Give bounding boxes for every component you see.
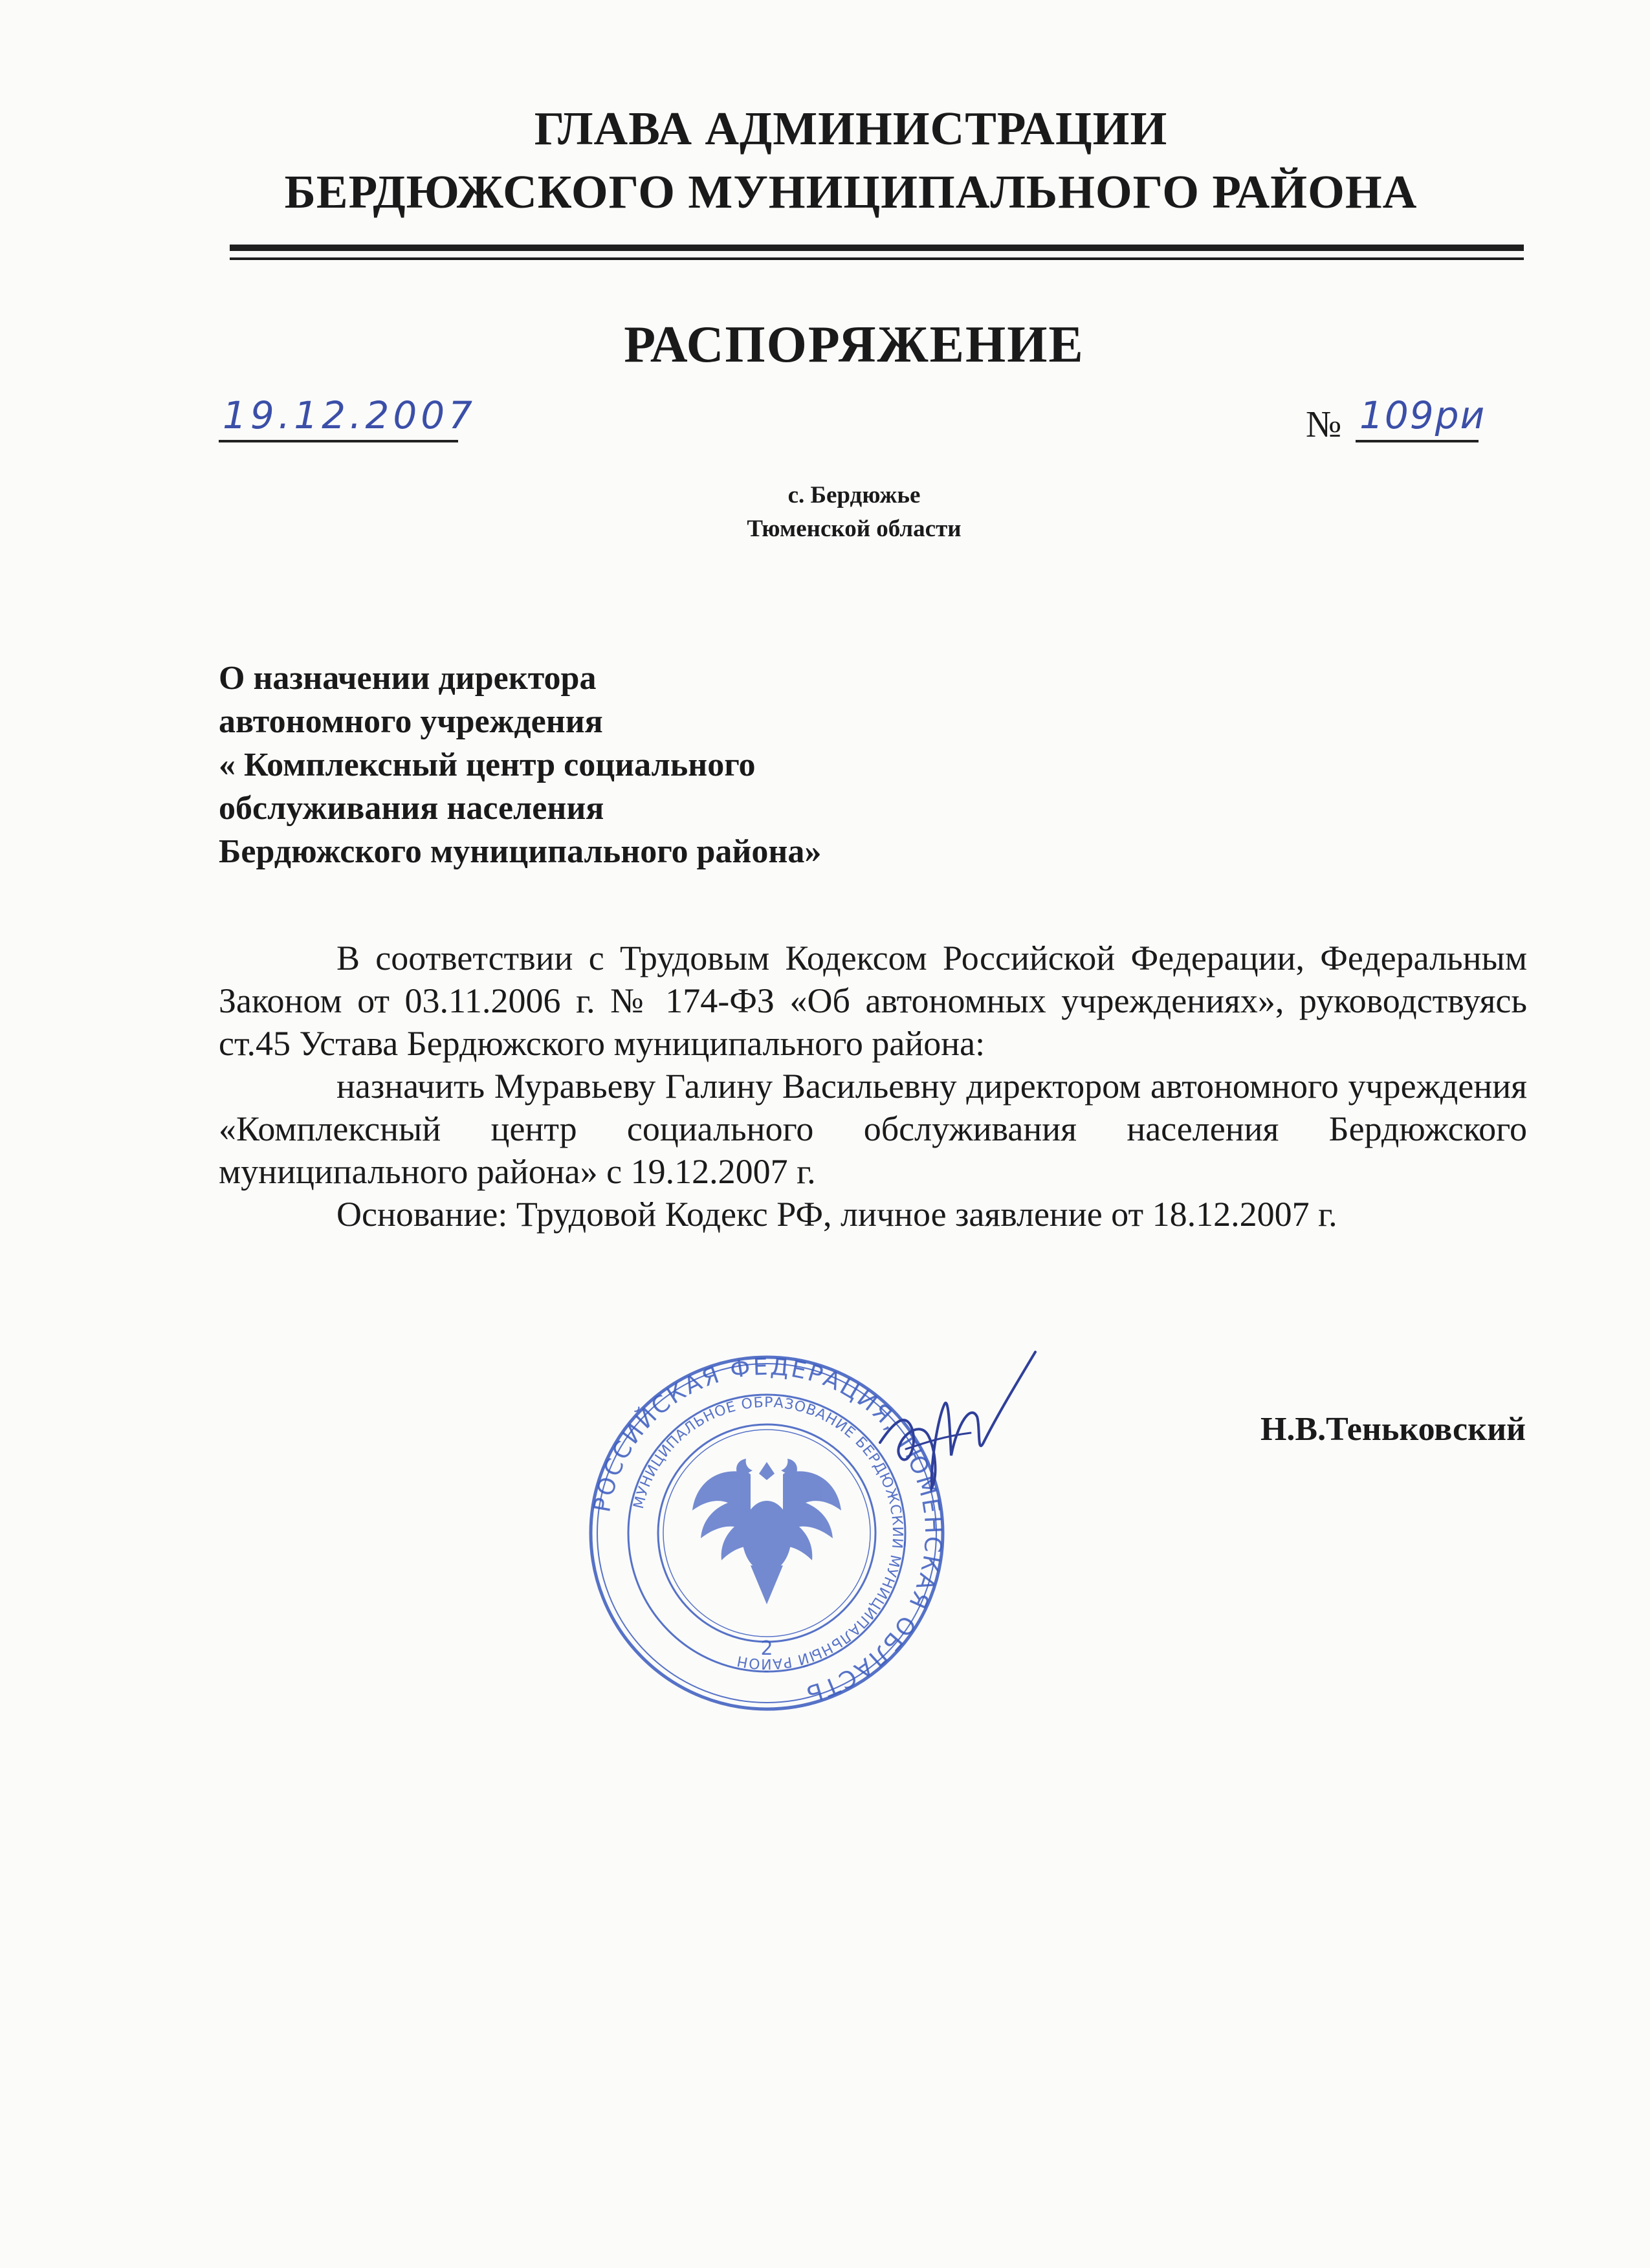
document-type-label: РАСПОРЯЖЕНИЕ [624, 316, 1084, 373]
document-subject [219, 657, 995, 873]
document-body [219, 937, 1527, 1236]
body-paragraph-appointment: назначить Муравьеву Галину Васильевну директором автономного учреждения «Комплексный центр социального обслуживания населения Бердюжского муниципального района» с 19.12.2007 г. [219, 1067, 1527, 1191]
svg-text:МУНИЦИПАЛЬНОЕ ОБРАЗОВАНИЕ БЕРД: МУНИЦИПАЛЬНОЕ ОБРАЗОВАНИЕ БЕРДЮЖСКИЙ МУНИЦИПАЛЬНЫЙ РАЙОН [630, 1394, 906, 1672]
place-line-2: Тюменской области [747, 516, 962, 542]
body-paragraph-grounds: Основание: Трудовой Кодекс РФ, личное заявление от 18.12.2007 г. [336, 1195, 1337, 1234]
subject-line: О назначении директора [219, 660, 597, 697]
document-header [0, 97, 1650, 224]
date-field [219, 393, 477, 442]
place-line-1: с. Бердюжье [787, 482, 921, 508]
header-rule-thin [230, 257, 1524, 260]
header-line-1: ГЛАВА АДМИНИСТРАЦИИ [534, 102, 1168, 155]
handwritten-signature [867, 1346, 1048, 1501]
number-sign: № [1306, 403, 1342, 445]
double-headed-eagle-icon [692, 1459, 841, 1604]
place-of-issue [0, 479, 1650, 546]
header-rule-thick [230, 245, 1524, 251]
handwritten-date: 19.12.2007 [223, 393, 477, 437]
subject-line: автономного учреждения [219, 703, 603, 740]
body-paragraph-legal-basis: В соответствии с Трудовым Кодексом Российской Федерации, Федеральным Законом от 03.11.2006 г. № 174-ФЗ «Об автономных учреждениях», руководствуясь ст.45 Устава Бердюжского муниципального района: [219, 939, 1527, 1063]
subject-line: Бердюжского муниципального района» [219, 833, 822, 870]
handwritten-number: 109ри [1359, 393, 1486, 437]
number-field [1356, 393, 1486, 442]
subject-line: обслуживания населения [219, 790, 604, 827]
header-line-2: БЕРДЮЖСКОГО МУНИЦИПАЛЬНОГО РАЙОНА [284, 166, 1418, 218]
svg-text:РОССИЙСКАЯ ФЕДЕРАЦИЯ, ТЮМЕНСКА: РОССИЙСКАЯ ФЕДЕРАЦИЯ, ТЮМЕНСКАЯ ОБЛАСТЬ [589, 1353, 947, 1708]
document-type [0, 316, 1650, 375]
svg-text:2: 2 [760, 1637, 773, 1660]
signer-name: Н.В.Теньковский [1260, 1411, 1526, 1448]
subject-line: « Комплексный центр социального [219, 747, 756, 783]
